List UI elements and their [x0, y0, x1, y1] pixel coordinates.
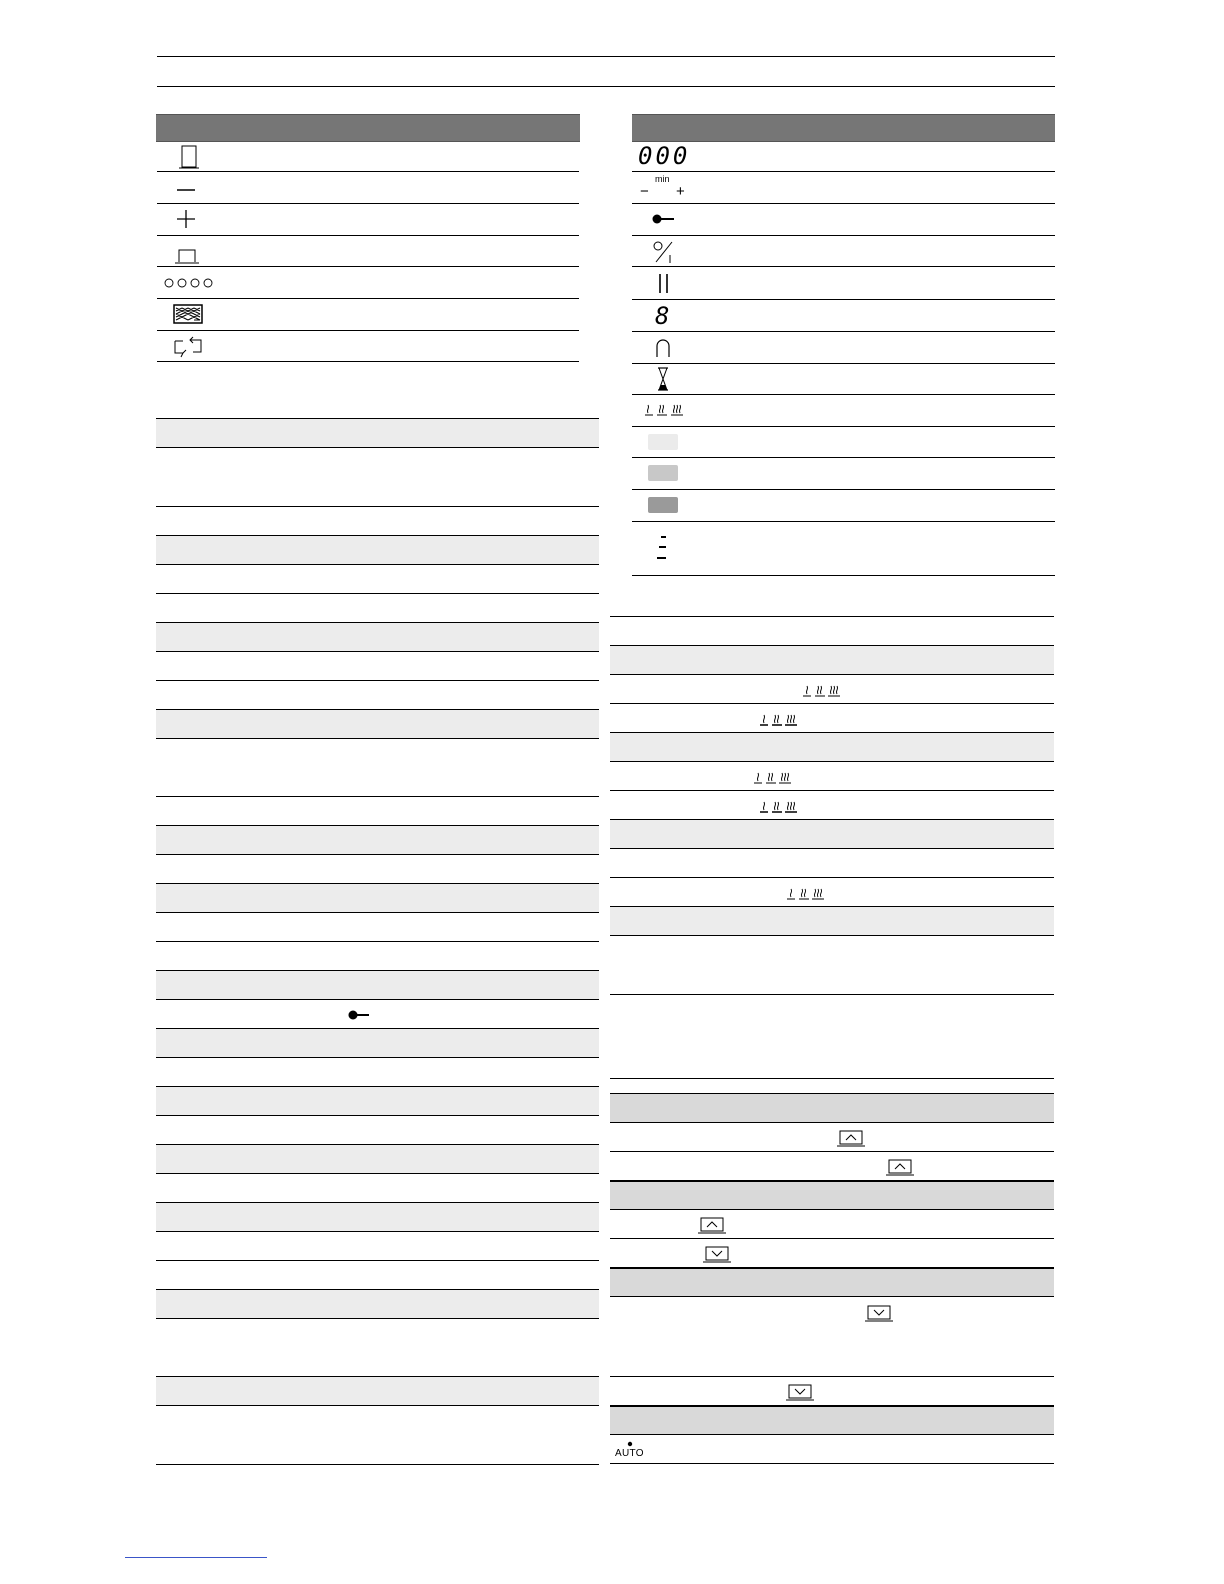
hourglass-icon	[657, 367, 669, 391]
table-row	[156, 418, 599, 448]
table-row	[632, 300, 1055, 332]
steam-levels-icon	[643, 403, 687, 417]
table-row	[156, 1058, 599, 1087]
table-row	[156, 710, 599, 739]
table-row	[156, 448, 599, 507]
four-circles-icon	[163, 277, 215, 289]
table-row	[156, 623, 599, 652]
minus-sign: −	[640, 183, 649, 200]
table-row	[157, 172, 579, 204]
table-row	[610, 878, 1054, 907]
table-row	[610, 616, 1054, 646]
table-row	[156, 739, 599, 797]
table-row	[156, 1087, 599, 1116]
tray-up-icon	[837, 1130, 865, 1147]
table-row	[610, 907, 1054, 936]
table-row	[156, 565, 599, 594]
table-row	[157, 236, 579, 267]
table-row	[157, 204, 579, 236]
table-row	[610, 1377, 1054, 1406]
table-row	[156, 1319, 599, 1377]
table-row	[156, 1232, 599, 1261]
plus-sign: +	[676, 183, 685, 200]
pause-icon	[658, 274, 670, 293]
table-row	[156, 913, 599, 942]
table-row	[610, 791, 1054, 820]
table-row	[632, 364, 1055, 395]
table-row	[156, 1261, 599, 1290]
table-row	[632, 522, 1055, 576]
table-row	[610, 1268, 1054, 1297]
right-table-header	[632, 114, 1055, 142]
auto-dot-icon	[627, 1441, 633, 1447]
table-row	[632, 395, 1055, 427]
table-row	[156, 1145, 599, 1174]
table-row	[610, 1239, 1054, 1268]
table-row	[156, 536, 599, 565]
swatch-light	[648, 434, 678, 450]
table-row	[632, 236, 1055, 267]
display-digits-icon: 000	[638, 142, 691, 170]
table-row	[610, 1435, 1054, 1464]
table-row	[610, 849, 1054, 878]
table-row	[632, 267, 1055, 300]
table-row	[610, 762, 1054, 791]
table-row	[610, 675, 1054, 704]
table-row	[610, 1406, 1054, 1435]
key-lock-icon	[348, 1010, 370, 1020]
table-row	[156, 884, 599, 913]
table-row	[156, 594, 599, 623]
table-row	[156, 1116, 599, 1145]
tray-icon	[173, 246, 201, 264]
table-row	[156, 681, 599, 710]
table-row	[156, 1377, 599, 1406]
steam-levels-icon	[802, 684, 842, 698]
table-row	[156, 1290, 599, 1319]
steam-levels-icon	[786, 887, 826, 901]
table-row	[632, 490, 1055, 522]
table-row	[156, 507, 599, 536]
table-row	[632, 141, 1055, 172]
percent-icon	[652, 240, 678, 264]
grill-icon	[173, 304, 203, 324]
table-row	[610, 995, 1054, 1079]
table-row	[156, 942, 599, 971]
swatch-dark	[648, 497, 678, 513]
table-row	[156, 1406, 599, 1465]
left-table-header	[156, 114, 580, 142]
table-row	[610, 1297, 1054, 1377]
minus-icon	[177, 188, 195, 192]
table-row	[156, 652, 599, 681]
key-lock-icon	[652, 214, 676, 224]
table-row	[610, 704, 1054, 733]
table-row	[156, 1000, 599, 1029]
table-row	[632, 427, 1055, 458]
table-row	[610, 820, 1054, 849]
table-row	[610, 936, 1054, 995]
table-row	[610, 1152, 1054, 1181]
steam-levels-icon	[759, 800, 799, 814]
table-row	[156, 797, 599, 826]
second-rule	[157, 86, 1055, 87]
tray-up-icon	[698, 1217, 726, 1234]
footer-link-underline[interactable]	[125, 1557, 267, 1558]
table-row	[156, 826, 599, 855]
swap-icon	[173, 335, 203, 359]
steam-levels-icon	[759, 713, 799, 727]
table-row	[156, 855, 599, 884]
table-row	[156, 1203, 599, 1232]
tray-down-icon	[703, 1246, 731, 1263]
table-row	[610, 646, 1054, 675]
plus-icon	[177, 210, 195, 228]
table-row	[632, 332, 1055, 364]
table-row	[610, 1093, 1054, 1123]
swatch-mid	[648, 465, 678, 481]
digit-eight-icon: 8	[655, 302, 673, 330]
table-row	[632, 172, 1055, 204]
table-row	[632, 458, 1055, 490]
min-label: min	[655, 174, 670, 184]
table-row	[157, 331, 579, 362]
table-row	[157, 267, 579, 299]
table-row	[157, 141, 579, 172]
table-row	[156, 1174, 599, 1203]
auto-label: AUTO	[615, 1448, 644, 1459]
table-row	[610, 1123, 1054, 1152]
table-row	[610, 1181, 1054, 1210]
table-row	[632, 204, 1055, 236]
arch-icon	[655, 338, 671, 358]
table-row	[157, 299, 579, 331]
tray-down-icon	[865, 1305, 893, 1322]
table-row	[156, 971, 599, 1000]
table-row	[610, 1210, 1054, 1239]
table-row	[610, 733, 1054, 762]
table-row	[156, 1029, 599, 1058]
tray-down-icon	[786, 1384, 814, 1401]
door-icon	[177, 144, 201, 170]
tray-up-icon	[886, 1159, 914, 1176]
top-rule	[157, 56, 1055, 57]
level-bars-icon	[654, 535, 668, 561]
steam-levels-icon	[753, 771, 793, 785]
